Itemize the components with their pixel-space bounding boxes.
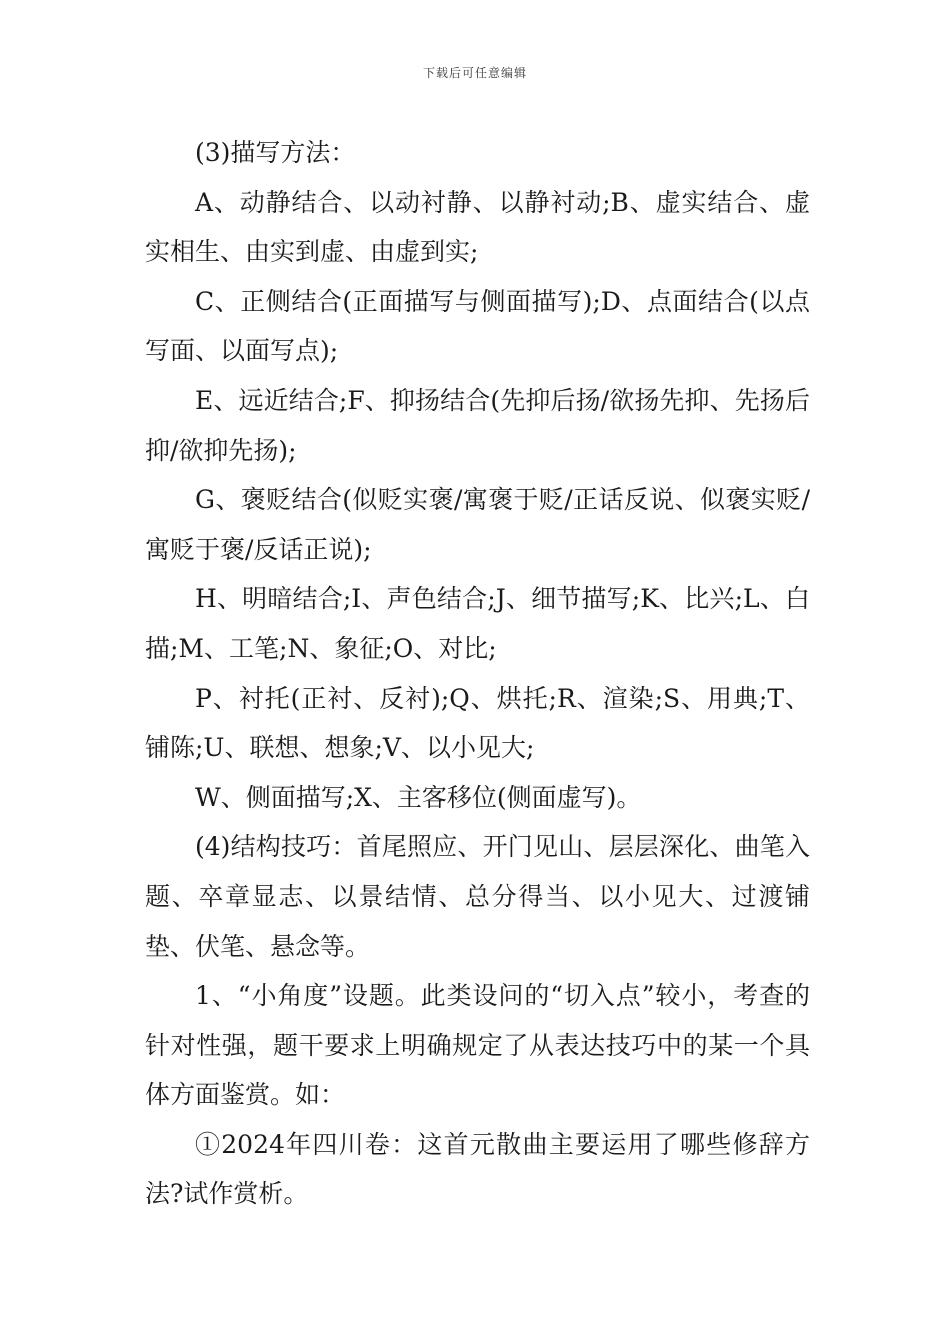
paragraph-method-e-f: E、远近结合;F、抑扬结合(先抑后扬/欲扬先抑、先扬后抑/欲抑先扬);	[145, 385, 810, 465]
document-body	[145, 128, 810, 1219]
paragraph-example-sichuan: ①2024年四川卷：这首元散曲主要运用了哪些修辞方法?试作赏析。	[145, 1129, 810, 1209]
paragraph-method-a-b: A、动静结合、以动衬静、以静衬动;B、虚实结合、虚实相生、由实到虚、由虚到实;	[145, 187, 810, 267]
paragraph-structure-techniques: (4)结构技巧：首尾照应、开门见山、层层深化、曲笔入题、卒章显志、以景结情、总分得当、以小见大、过渡铺垫、伏笔、悬念等。	[145, 832, 810, 961]
paragraph-method-c-d: C、正侧结合(正面描写与侧面描写);D、点面结合(以点写面、以面写点);	[145, 286, 810, 366]
page-header: 下载后可任意编辑	[422, 66, 527, 80]
paragraph-method-w-x: W、侧面描写;X、主客移位(侧面虚写)。	[195, 782, 642, 812]
paragraph-method-p-v: P、衬托(正衬、反衬);Q、烘托;R、渲染;S、用典;T、铺陈;U、联想、想象;V、以小见大;	[145, 683, 810, 763]
paragraph-method-g: G、褒贬结合(似贬实褒/寓褒于贬/正话反说、似褒实贬/寓贬于褒/反话正说);	[145, 485, 810, 564]
paragraph-description-methods-heading: (3)描写方法：	[195, 138, 356, 167]
paragraph-small-angle-question: 1、“小角度”设题。此类设问的“切入点”较小，考查的针对性强，题干要求上明确规定了从表达技巧中的某一个具体方面鉴赏。如：	[145, 981, 810, 1110]
paragraph-method-h-o: H、明暗结合;I、声色结合;J、细节描写;K、比兴;L、白描;M、工笔;N、象征;O、对比;	[145, 584, 810, 663]
